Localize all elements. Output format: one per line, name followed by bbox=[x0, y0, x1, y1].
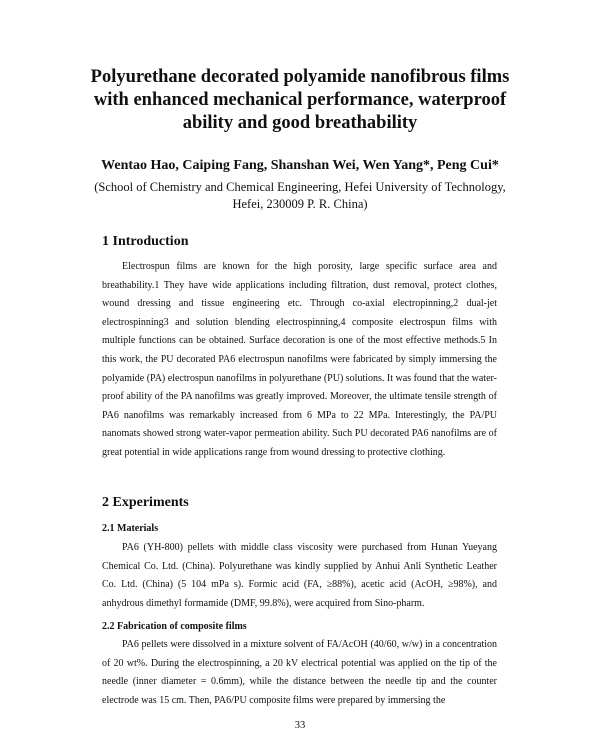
title-line-2: with enhanced mechanical performance, waterproof bbox=[93, 90, 507, 110]
author-list: Wentao Hao, Caiping Fang, Shanshan Wei, Wen Yang*, Peng Cui* bbox=[101, 158, 499, 173]
affiliation-line-2: Hefei, 230009 P. R. China) bbox=[232, 197, 368, 211]
subsection-heading-fabrication: 2.2 Fabrication of composite films bbox=[102, 621, 247, 632]
introduction-paragraph bbox=[102, 258, 497, 463]
affiliation-line-1: (School of Chemistry and Chemical Engineering, Hefei University of Technology, bbox=[94, 180, 506, 194]
fabrication-text: PA6 pellets were dissolved in a mixture solvent of FA/AcOH (40/60, w/w) in a concentration of 20 wt%. During the electrospinning, a 20 kV electrical potential was applied on the tip of the needle (inner diameter = 0.6mm), while the distance between the needle tip and the counter electrode was 15 cm. Then, PA6/PU composite films were prepared by immersing the bbox=[102, 639, 497, 706]
subsection-heading-materials: 2.1 Materials bbox=[102, 523, 159, 534]
materials-paragraph bbox=[102, 539, 497, 613]
affiliation bbox=[80, 179, 520, 213]
introduction-text: Electrospun films are known for the high porosity, large specific surface area and breathability.1 They have wide applications including filtration, dust removal, protect clothes, wound dressing and tissue engineering etc. Through co-axial electropinning,2 dual-jet electrospinning3 and solution blending electrospinning,4 composite electrospun films with multiple functions can be obtained. Surface decoration is one of the most effective methods.5 In this work, the PU decorated PA6 electrospun nanofilms were fabricated by simply immersing the polyamide (PA) electrospun nanofilms in polyurethane (PU) solutions. It was found that the water-proof ability of the PA nanofilms was greatly improved. Moreover, the ultimate tensile strength of PA6 nanofilms was remarkably increased from 6 MPa to 22 MPa. Interestingly, the PA/PU nanomats showed strong water-vapor permeation ability. Such PU decorated PA6 nanofilms are of great potential in wide applications range from wound dressing to protective clothing. bbox=[102, 261, 497, 458]
materials-text: PA6 (YH-800) pellets with middle class viscosity were purchased from Hunan Yueyang Chemical Co. Ltd. (China). Polyurethane was kindly supplied by Anhui Anli Synthetic Leather Co. Ltd. (China) (5 104 mPa s). Formic acid (FA, ≥88%), acetic acid (AcOH, ≥98%), and anhydrous dimethyl formamide (DMF, 99.8%), were acquired from Sino-pharm. bbox=[102, 542, 497, 609]
fabrication-paragraph bbox=[102, 636, 497, 710]
paper-title bbox=[60, 66, 540, 135]
section-heading-experiments: 2 Experiments bbox=[102, 495, 189, 510]
section-heading-introduction: 1 Introduction bbox=[102, 234, 189, 249]
title-line-3: ability and good breathability bbox=[182, 113, 418, 133]
title-line-1: Polyurethane decorated polyamide nanofibrous films bbox=[90, 67, 510, 87]
page-number: 33 bbox=[294, 720, 306, 731]
